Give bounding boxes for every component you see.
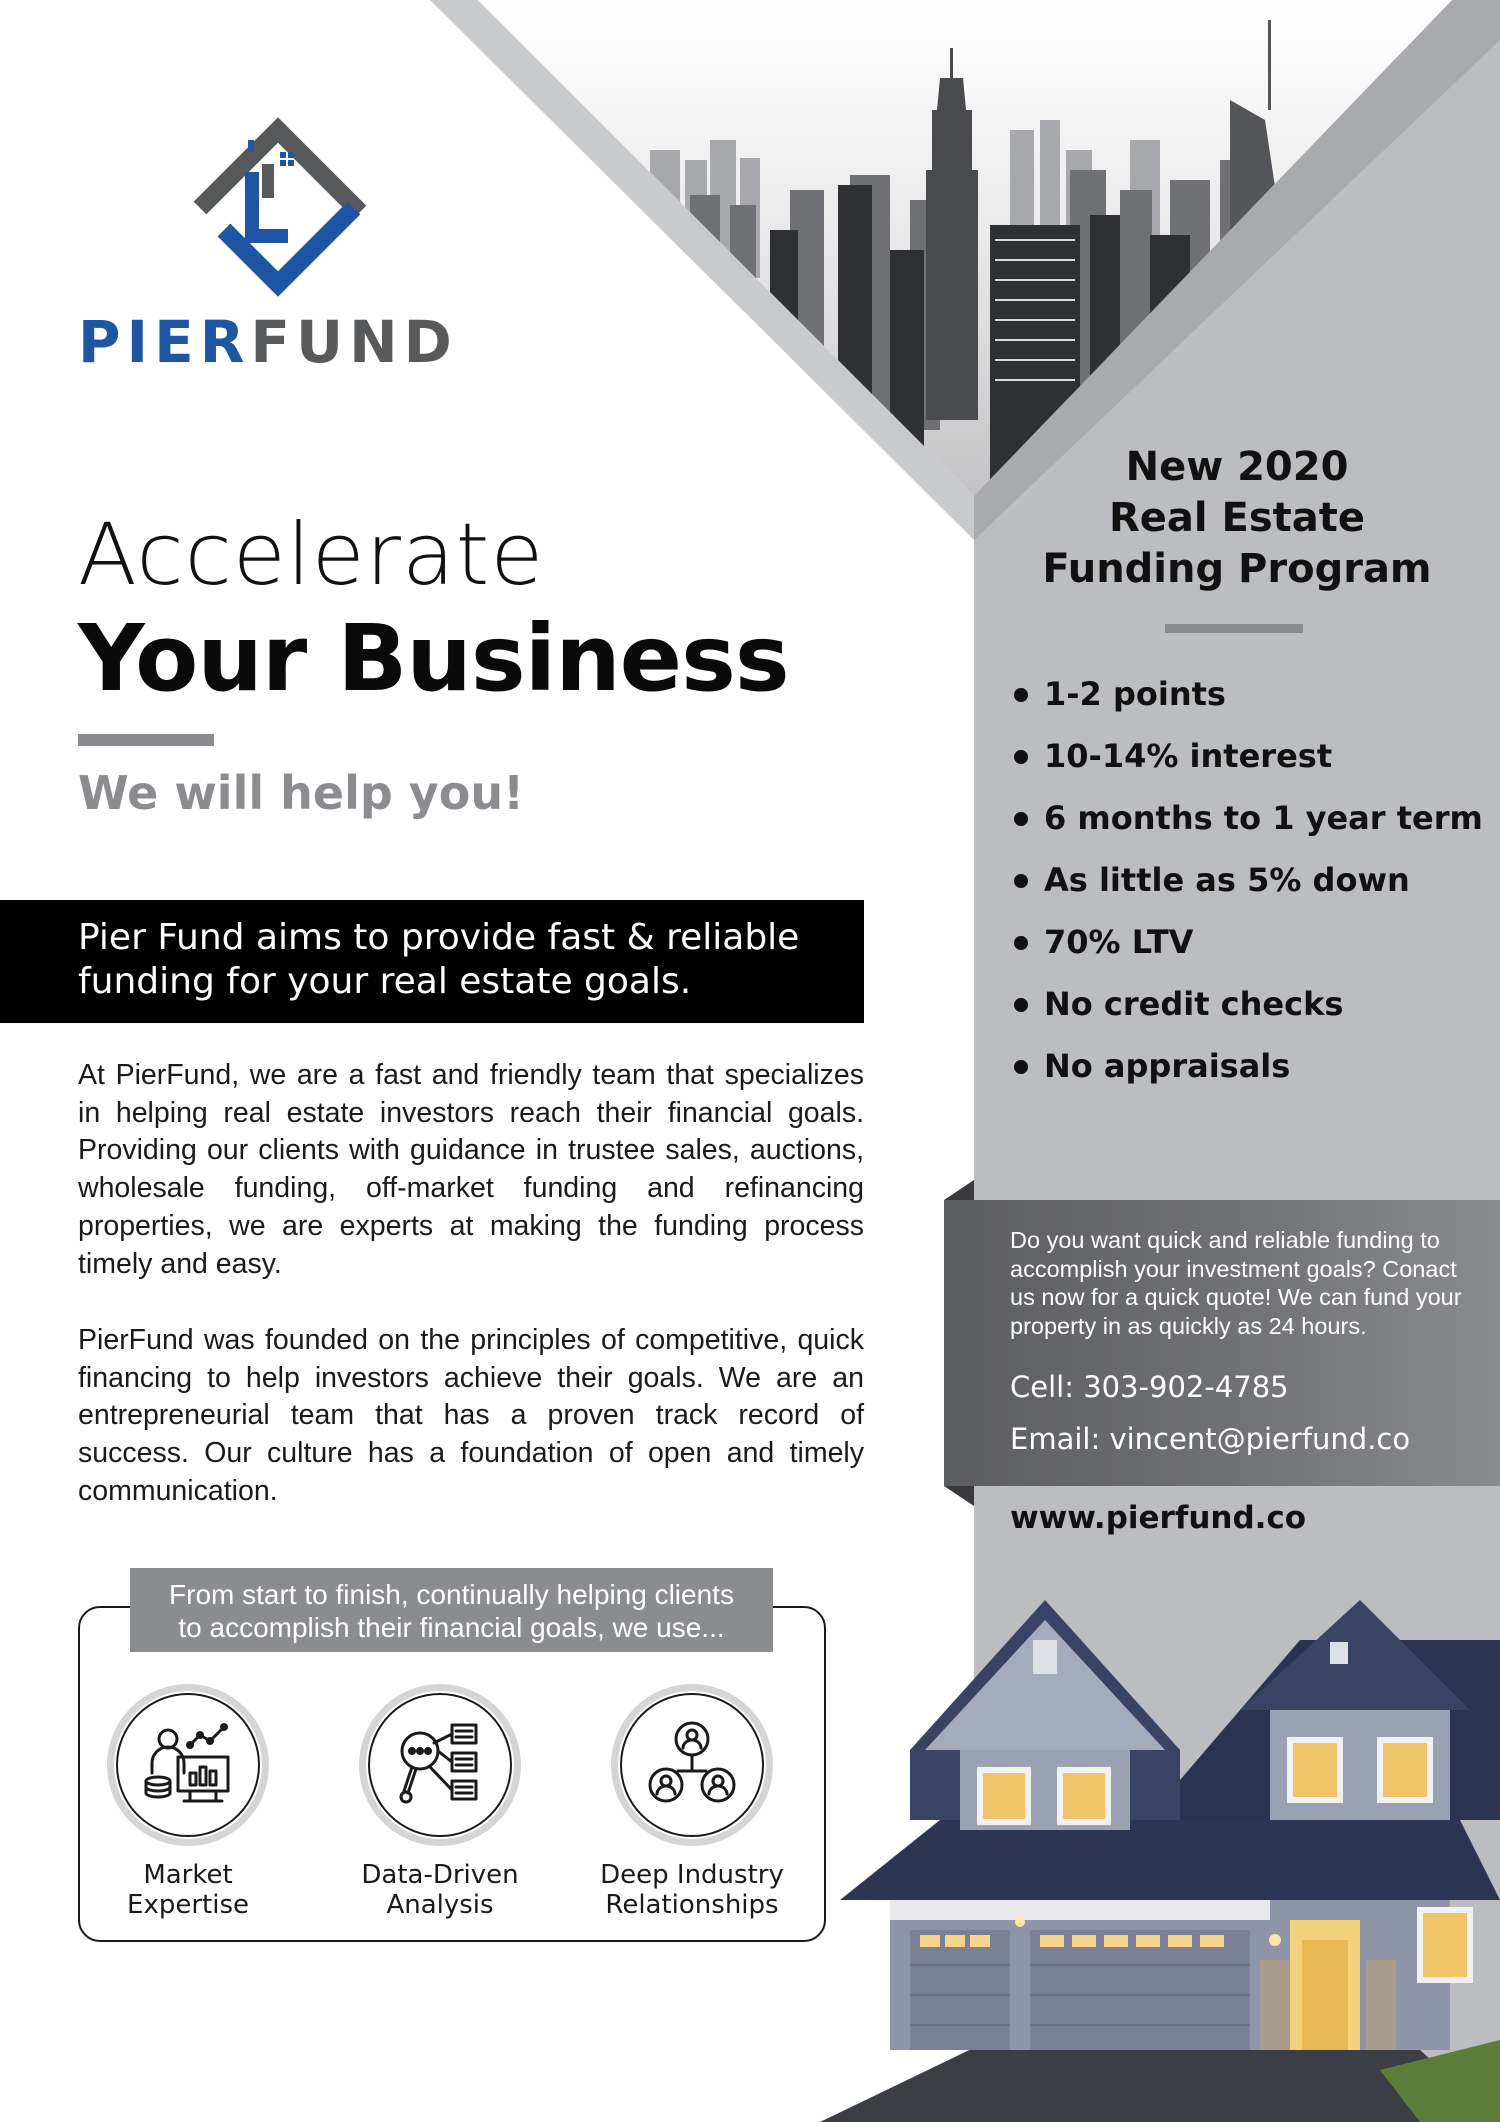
contact-cell: Cell: 303-902-4785 bbox=[1010, 1370, 1289, 1404]
bullet-item: 70% LTV bbox=[1010, 918, 1483, 980]
feature-ring-inner bbox=[368, 1693, 512, 1837]
feature-label-line1: Data-Driven bbox=[361, 1860, 519, 1890]
feature-ring bbox=[107, 1684, 269, 1846]
brand-wordmark bbox=[78, 308, 458, 376]
contact-blurb: Do you want quick and reliable funding to accomplish your investment goals? Conact us now for a quick quote! We can fund your property in as quickly as 24 hours. bbox=[1010, 1227, 1462, 1339]
feature-label bbox=[340, 1860, 540, 1920]
bullet-item: No appraisals bbox=[1010, 1042, 1483, 1104]
house-diamond-icon bbox=[178, 110, 378, 310]
brand-name-part1: PIER bbox=[78, 308, 251, 376]
house-image bbox=[820, 1600, 1500, 2122]
feature-label-line1: Deep Industry bbox=[600, 1860, 784, 1890]
contact-email: Email: vincent@pierfund.co bbox=[1010, 1422, 1411, 1456]
feature-ring bbox=[611, 1684, 773, 1846]
feature-label bbox=[88, 1860, 288, 1920]
feature-ring-inner bbox=[116, 1693, 260, 1837]
program-title bbox=[974, 442, 1500, 595]
feature-label-line2: Analysis bbox=[386, 1890, 494, 1920]
features-label-line2: to accomplish their financial goals, we use... bbox=[178, 1612, 725, 1643]
network-people-icon bbox=[642, 1715, 742, 1815]
features-label bbox=[130, 1568, 773, 1652]
banner-line2: funding for your real estate goals. bbox=[78, 961, 692, 1002]
feature-market-expertise bbox=[88, 1684, 288, 1920]
website-url: www.pierfund.co bbox=[1010, 1500, 1307, 1536]
feature-label bbox=[592, 1860, 792, 1920]
data-analysis-icon bbox=[390, 1715, 490, 1815]
brand-name-part2: FUND bbox=[250, 308, 458, 376]
banner-line1: Pier Fund aims to provide fast & reliable bbox=[78, 917, 800, 958]
program-divider bbox=[1165, 624, 1303, 633]
about-paragraph-2: PierFund was founded on the principles of competitive, quick financing to help investors achieve their goals. We are an entrepreneurial team that has a proven track record of success. Our culture has a foundation of open and timely communication. bbox=[78, 1324, 864, 1507]
bullet-item: 1-2 points bbox=[1010, 670, 1483, 732]
feature-deep-industry-relationships bbox=[592, 1684, 792, 1920]
program-title-line3: Funding Program bbox=[1042, 546, 1432, 592]
bullet-item: 10-14% interest bbox=[1010, 732, 1483, 794]
program-bullet-list bbox=[1010, 670, 1483, 1104]
headline-accelerate: Accelerate bbox=[78, 505, 545, 605]
feature-label-line1: Market bbox=[143, 1860, 233, 1890]
headline-your-business: Your Business bbox=[78, 605, 789, 712]
tagline: We will help you! bbox=[78, 766, 525, 820]
features-label-line1: From start to finish, continually helping clients bbox=[169, 1579, 734, 1610]
mission-banner bbox=[0, 900, 864, 1023]
feature-data-driven-analysis bbox=[340, 1684, 540, 1920]
bullet-item: As little as 5% down bbox=[1010, 856, 1483, 918]
bullet-item: No credit checks bbox=[1010, 980, 1483, 1042]
feature-ring bbox=[359, 1684, 521, 1846]
feature-label-line2: Relationships bbox=[605, 1890, 779, 1920]
program-title-line1: New 2020 bbox=[1125, 444, 1349, 490]
headline-divider bbox=[78, 734, 214, 746]
feature-ring-inner bbox=[620, 1693, 764, 1837]
market-analyst-icon bbox=[138, 1715, 238, 1815]
program-title-line2: Real Estate bbox=[1108, 495, 1366, 541]
bullet-item: 6 months to 1 year term bbox=[1010, 794, 1483, 856]
feature-label-line2: Expertise bbox=[127, 1890, 249, 1920]
contact-panel bbox=[944, 1200, 1500, 1486]
pierfund-logo bbox=[78, 110, 478, 380]
contact-panel-fold-bottom bbox=[944, 1486, 974, 1506]
about-paragraph-1: At PierFund, we are a fast and friendly team that specializes in helping real estate investors reach their financial goals. Providing our clients with guidance in trustee sales, auctions, wholesale funding, off-market funding and refinancing properties, we are experts at making the funding process timely and easy. bbox=[78, 1059, 864, 1280]
contact-panel-fold-top bbox=[944, 1180, 974, 1200]
